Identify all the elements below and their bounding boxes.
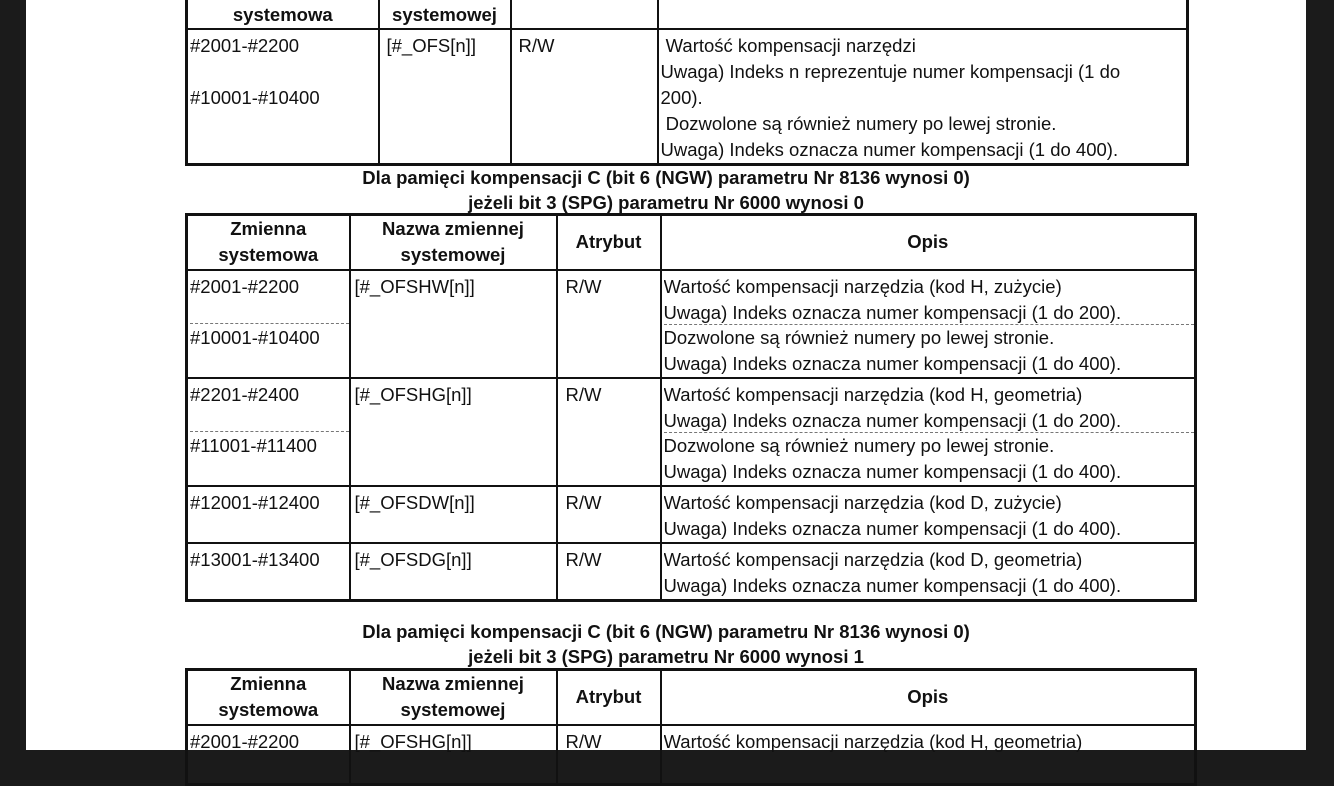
header-variable: Zmienna systemowa [187, 215, 350, 270]
header-attribute [511, 0, 658, 29]
variable-range-cell: #12001-#12400 [187, 486, 350, 543]
table-row [187, 378, 1196, 486]
description-cell: Wartość kompensacji narzędzia (kod D, zużycie) Uwaga) Indeks oznacza numer kompensacji (1 do 400). [661, 486, 1196, 543]
variable-name-cell: [#_OFSHG[n]] [350, 378, 557, 486]
header-description: Opis [661, 215, 1196, 270]
variable-name-cell: [#_OFSHW[n]] [350, 270, 557, 378]
header-variable: Zmienna systemowa [187, 670, 350, 725]
table-row [187, 29, 1188, 165]
header-attribute: Atrybut [557, 670, 661, 725]
table-header-row [187, 670, 1196, 725]
attribute-cell: R/W [557, 725, 661, 785]
header-variable: systemowa [187, 0, 379, 29]
variable-range-cell: #2001-#2200 #10001-#10400 [187, 29, 379, 165]
header-description [658, 0, 1188, 29]
document-page [26, 0, 1306, 750]
table-header-row [187, 215, 1196, 270]
section-caption: Dla pamięci kompensacji C (bit 6 (NGW) parametru Nr 8136 wynosi 0) jeżeli bit 3 (SPG) parametru Nr 6000 wynosi 0 [362, 167, 970, 213]
header-name: Nazwa zmiennej systemowej [350, 215, 557, 270]
attribute-cell: R/W [557, 378, 661, 486]
variable-range-cell: #2201-#2400 #11001-#11400 [187, 378, 350, 486]
table-row [187, 486, 1196, 543]
offset-table-spg0 [185, 213, 1197, 602]
description-cell: Wartość kompensacji narzędzia (kod H, geometria) Uwaga) Indeks oznacza numer kompensacji (1 do 200). Dozwolone są również numery po lewej stronie. Uwaga) Indeks oznacza numer kompensacji (1 do 400). [661, 378, 1196, 486]
variable-range-cell: #13001-#13400 [187, 543, 350, 601]
variable-name-cell: [#_OFS[n]] [379, 29, 511, 165]
table-row [187, 270, 1196, 378]
header-name: systemowej [379, 0, 511, 29]
variable-range-cell: #2001-#2200 #10001-#10400 [187, 270, 350, 378]
offset-table-general [185, 0, 1189, 166]
header-name: Nazwa zmiennej systemowej [350, 670, 557, 725]
variable-name-cell: [#_OFSDW[n]] [350, 486, 557, 543]
section-caption: Dla pamięci kompensacji C (bit 6 (NGW) parametru Nr 8136 wynosi 0) jeżeli bit 3 (SPG) parametru Nr 6000 wynosi 1 [362, 621, 970, 667]
description-cell: Wartość kompensacji narzędzi Uwaga) Indeks n reprezentuje numer kompensacji (1 do 200). Dozwolone są również numery po lewej stronie. Uwaga) Indeks oznacza numer kompensacji (1 do 400). [658, 29, 1188, 165]
header-description: Opis [661, 670, 1196, 725]
table-row [187, 543, 1196, 601]
table-row [187, 725, 1196, 785]
header-attribute: Atrybut [557, 215, 661, 270]
variable-name-cell: [#_OFSHG[n]] [350, 725, 557, 785]
variable-name-cell: [#_OFSDG[n]] [350, 543, 557, 601]
attribute-cell: R/W [511, 29, 658, 165]
description-cell: Wartość kompensacji narzędzia (kod H, zużycie) Uwaga) Indeks oznacza numer kompensacji (1 do 200). Dozwolone są również numery po lewej stronie. Uwaga) Indeks oznacza numer kompensacji (1 do 400). [661, 270, 1196, 378]
table-header-row [187, 0, 1188, 29]
attribute-cell: R/W [557, 486, 661, 543]
offset-table-spg1 [185, 668, 1197, 786]
description-cell: Wartość kompensacji narzędzia (kod D, geometria) Uwaga) Indeks oznacza numer kompensacji (1 do 400). [661, 543, 1196, 601]
description-cell: Wartość kompensacji narzędzia (kod H, geometria) [661, 725, 1196, 785]
variable-range-cell: #2001-#2200 [187, 725, 350, 785]
attribute-cell: R/W [557, 543, 661, 601]
attribute-cell: R/W [557, 270, 661, 378]
